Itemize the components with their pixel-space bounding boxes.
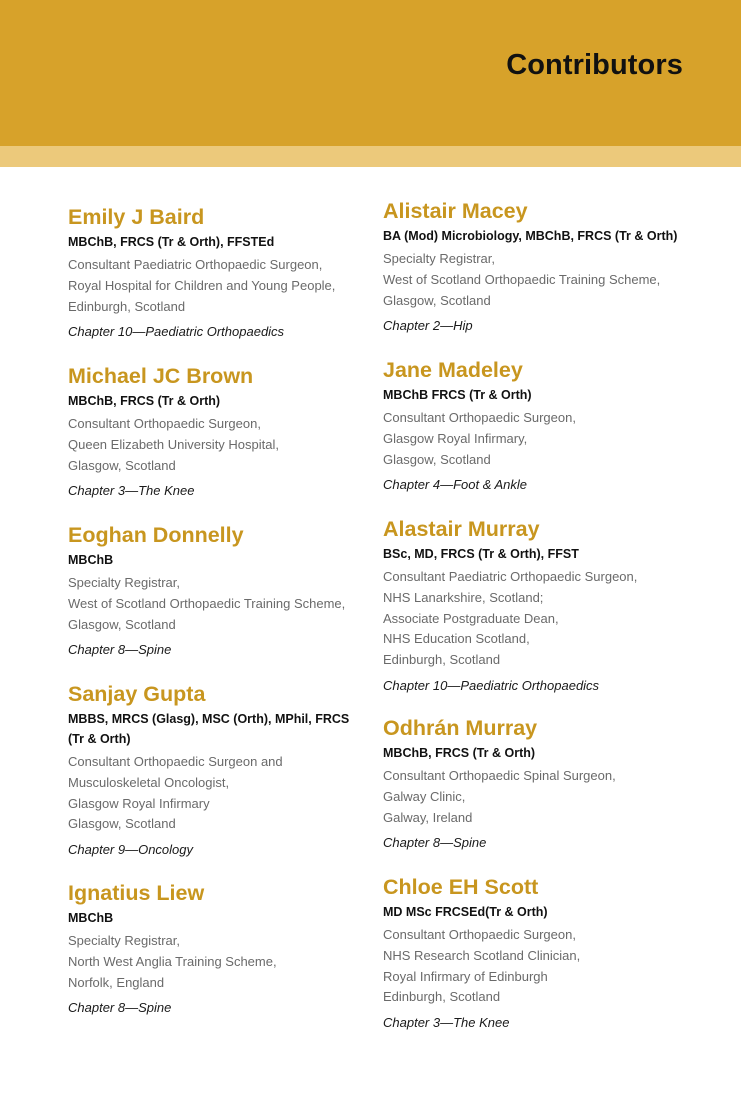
contributor-qualifications: MBChB [68,911,114,925]
contributor-affiliation: Consultant Orthopaedic Surgeon, Queen Elizabeth University Hospital, Glasgow, Scotland [68,416,279,473]
contributor-chapter: Chapter 4—Foot & Ankle [383,477,528,493]
contributor-affiliation: Consultant Paediatric Orthopaedic Surgeon, NHS Lanarkshire, Scotland; Associate Postgraduate Dean, NHS Education Scotland, Edinburgh, Scotland [383,569,638,668]
contributor-entry [383,873,713,1033]
contributor-entry [383,356,713,495]
contributor-qualifications: MBChB, FRCS (Tr & Orth), FFSTEd [68,235,275,249]
contributor-affiliation: Consultant Orthopaedic Surgeon, Glasgow Royal Infirmary, Glasgow, Scotland [383,410,576,467]
contributor-affiliation: Specialty Registrar, North West Anglia Training Scheme, Norfolk, England [68,933,277,990]
contributor-name: Michael JC Brown [68,364,254,388]
page-title: Contributors [506,49,683,81]
contributor-chapter: Chapter 8—Spine [68,642,172,658]
contributor-affiliation: Specialty Registrar, West of Scotland Orthopaedic Training Scheme, Glasgow, Scotland [68,575,346,632]
contributor-chapter: Chapter 10—Paediatric Orthopaedics [383,677,600,693]
contributor-chapter: Chapter 10—Paediatric Orthopaedics [68,324,285,340]
contributor-entry [68,680,368,860]
contributor-qualifications: MBBS, MRCS (Glasg), MSC (Orth), MPhil, FRCS (Tr & Orth) [68,712,350,746]
contributor-qualifications: MBChB, FRCS (Tr & Orth) [383,746,536,760]
contributor-qualifications: MBChB, FRCS (Tr & Orth) [68,394,221,408]
header-stripe [0,146,741,167]
contributor-chapter: Chapter 3—The Knee [383,1015,510,1031]
contributor-qualifications: BA (Mod) Microbiology, MBChB, FRCS (Tr & Orth) [383,229,678,243]
contributor-affiliation: Consultant Orthopaedic Spinal Surgeon, Galway Clinic, Galway, Ireland [383,768,616,825]
contributor-chapter: Chapter 8—Spine [383,835,487,851]
contributor-name: Alistair Macey [383,199,528,223]
contributor-name: Sanjay Gupta [68,682,206,706]
contributor-qualifications: MBChB FRCS (Tr & Orth) [383,388,532,402]
contributor-qualifications: MBChB [68,553,114,567]
contributor-entry [68,203,368,342]
contributor-name: Chloe EH Scott [383,875,539,899]
contributor-affiliation: Specialty Registrar, West of Scotland Orthopaedic Training Scheme, Glasgow, Scotland [383,251,661,308]
contributor-entry [68,362,368,501]
contributor-entry [383,197,713,336]
contributor-chapter: Chapter 2—Hip [383,318,473,334]
contributor-chapter: Chapter 3—The Knee [68,483,195,499]
contributor-qualifications: BSc, MD, FRCS (Tr & Orth), FFST [383,547,579,561]
contributor-chapter: Chapter 8—Spine [68,1000,172,1016]
contributor-name: Emily J Baird [68,205,205,229]
contributor-entry [68,879,368,1018]
contributor-name: Eoghan Donnelly [68,523,244,547]
contributor-name: Alastair Murray [383,517,540,541]
contributor-chapter: Chapter 9—Oncology [68,842,194,858]
contributor-affiliation: Consultant Orthopaedic Surgeon, NHS Research Scotland Clinician, Royal Infirmary of Edinburgh Edinburgh, Scotland [383,927,581,1005]
contributor-qualifications: MD MSc FRCSEd(Tr & Orth) [383,905,548,919]
contributor-affiliation: Consultant Orthopaedic Surgeon and Musculoskeletal Oncologist, Glasgow Royal Infirmary Glasgow, Scotland [68,754,283,832]
contributor-entry [68,521,368,660]
contributor-name: Ignatius Liew [68,881,205,905]
contributor-entry [383,515,713,696]
contributor-affiliation: Consultant Paediatric Orthopaedic Surgeon, Royal Hospital for Children and Young People, Edinburgh, Scotland [68,257,336,314]
contributor-name: Jane Madeley [383,358,523,382]
contributor-name: Odhrán Murray [383,716,538,740]
contributor-entry [383,714,713,853]
